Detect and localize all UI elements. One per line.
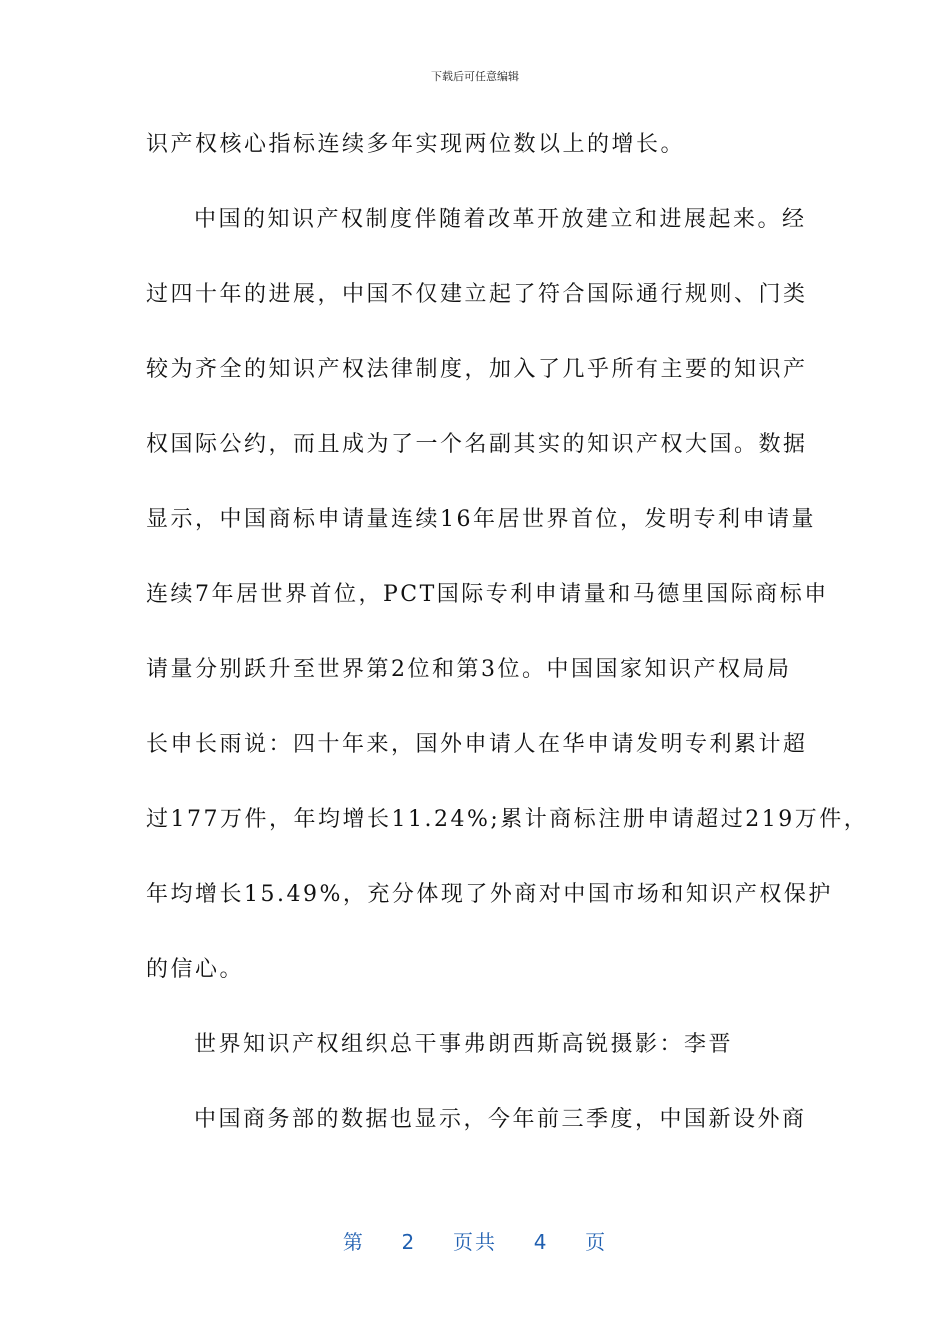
text-line: 过四十年的进展，中国不仅建立起了符合国际通行规则、门类	[146, 282, 808, 307]
text-line: 的信心。	[146, 957, 245, 982]
text-line: 年均增长15.49%，充分体现了外商对中国市场和知识产权保护	[146, 882, 833, 907]
text-line: 显示，中国商标申请量连续16年居世界首位，发明专利申请量	[146, 507, 816, 532]
text-line: 连续7年居世界首位，PCT国际专利申请量和马德里国际商标申	[146, 582, 829, 607]
paragraph-start-line: 中国商务部的数据也显示，今年前三季度，中国新设外商	[194, 1107, 807, 1132]
text-line: 较为齐全的知识产权法律制度，加入了几乎所有主要的知识产	[146, 357, 808, 382]
text-line: 权国际公约，而且成为了一个名副其实的知识产权大国。数据	[146, 432, 808, 457]
paragraph-start-line: 中国的知识产权制度伴随着改革开放建立和进展起来。经	[194, 207, 807, 232]
current-page-number: 2	[401, 1230, 417, 1254]
text-line: 长申长雨说：四十年来，国外申请人在华申请发明专利累计超	[146, 732, 808, 757]
page-label-prefix: 第	[342, 1230, 365, 1254]
text-line: 过177万件，年均增长11.24%;累计商标注册申请超过219万件，	[146, 807, 869, 832]
page-number-footer	[0, 1226, 950, 1255]
page-label-suffix: 页	[585, 1230, 608, 1254]
page-label-middle: 页共	[453, 1230, 497, 1254]
text-line: 请量分别跃升至世界第2位和第3位。中国国家知识产权局局	[146, 657, 792, 682]
total-pages-number: 4	[533, 1230, 549, 1254]
text-line: 识产权核心指标连续多年实现两位数以上的增长。	[146, 132, 686, 157]
photo-caption-line: 世界知识产权组织总干事弗朗西斯高锐摄影：李晋	[194, 1032, 734, 1057]
header-note: 下载后可任意编辑	[431, 70, 519, 83]
